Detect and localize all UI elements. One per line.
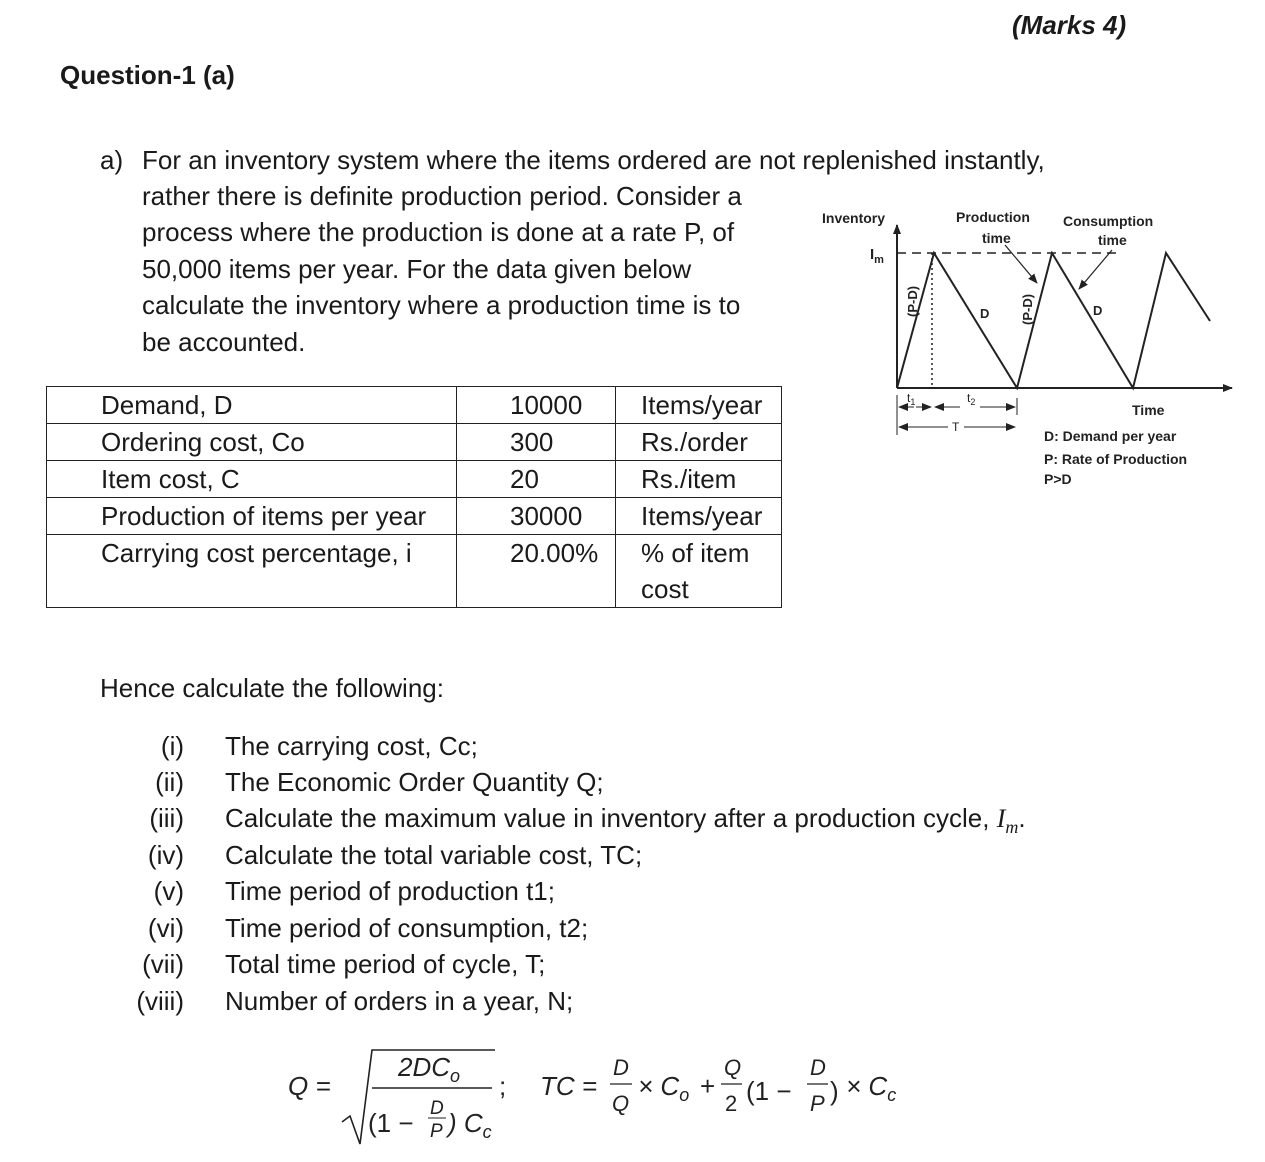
inventory-sawtooth (897, 253, 1210, 388)
task-text: Time period of consumption, t2; (225, 913, 589, 943)
part-label: a) (100, 145, 124, 175)
task-number: (vi) (147, 913, 184, 943)
slope-pd-label: (P-D) (1020, 293, 1035, 325)
intro-line: calculate the inventory where a production time is to (142, 290, 741, 320)
task-number: (vii) (142, 949, 184, 979)
task-text: Number of orders in a year, N; (225, 986, 574, 1016)
table-cell: Rs./order (616, 424, 782, 461)
table-cell: 10000 (457, 387, 616, 424)
separator: ; (499, 1071, 507, 1101)
table-cell: Items/year (616, 387, 782, 424)
q-den-close: ) $C_c$ (448, 1108, 492, 1142)
table-cell: Demand, D (47, 387, 457, 424)
production-pointer (1005, 245, 1037, 283)
tc-times-co: × $C_o$ (638, 1071, 690, 1105)
t1-label: $t_1$ (907, 391, 916, 407)
task-text: The carrying cost, Cc; (225, 731, 478, 761)
intro-line: rather there is definite production period. Consider a (142, 181, 742, 211)
q-den-p: P (430, 1121, 443, 1142)
marks-label: (Marks 4) (1012, 10, 1127, 40)
im-end: . (1018, 803, 1026, 833)
tc-p: P (810, 1091, 825, 1116)
table-cell: 30000 (457, 498, 616, 535)
tasks-heading: Hence calculate the following: (100, 673, 444, 703)
q-numerator: $2DC_o$ (398, 1052, 461, 1086)
task-text: Calculate the maximum value in inventory after a production cycle, (225, 803, 997, 833)
table-cell: 20.00% (457, 535, 616, 608)
legend-line: D: Demand per year (1044, 428, 1177, 444)
question-title: Question-1 (a) (60, 60, 235, 90)
task-number: (v) (153, 876, 184, 906)
table-row (47, 461, 782, 498)
tc-d2: D (810, 1055, 826, 1080)
im-sub: m (874, 254, 884, 266)
intro-line: be accounted. (142, 327, 306, 357)
table-cell (616, 535, 782, 608)
task-text: Total time period of cycle, T; (225, 949, 546, 979)
task-number: (viii) (136, 986, 184, 1016)
task-text: The Economic Order Quantity Q; (225, 767, 604, 797)
tc-q: Q (612, 1091, 630, 1116)
unit-line: % of item (641, 538, 750, 568)
tc-plus: + (700, 1071, 716, 1101)
q-den-d: D (430, 1098, 444, 1119)
slope-d-label: D (1093, 303, 1103, 318)
tc-close: ) (830, 1076, 839, 1106)
table-cell: Carrying cost percentage, i (47, 535, 457, 608)
table-cell: 300 (457, 424, 616, 461)
tc-d: D (613, 1055, 629, 1080)
table-cell: Ordering cost, Co (47, 424, 457, 461)
tc-times-cc: × $C_c$ (846, 1071, 897, 1105)
consumption-time-label: Consumption (1063, 213, 1154, 229)
slope-d-label: D (980, 306, 990, 321)
inventory-diagram (800, 195, 1245, 495)
tc-q2: Q (724, 1055, 742, 1080)
unit-line: cost (641, 574, 689, 604)
table-cell: Rs./item (616, 461, 782, 498)
task-text: Calculate the total variable cost, TC; (225, 840, 643, 870)
tc-open: (1 − (746, 1076, 792, 1106)
table-row (47, 498, 782, 535)
im-label (870, 246, 884, 266)
t-total-label: T (952, 420, 960, 434)
table-row (47, 387, 782, 424)
intro-line: For an inventory system where the items ordered are not replenished instantly, (142, 145, 1045, 175)
tc-two: 2 (725, 1091, 738, 1116)
data-table (46, 386, 782, 608)
task-text-im (225, 803, 1026, 838)
tc-lhs: TC = (540, 1071, 598, 1101)
slope-pd-label: (P-D) (905, 285, 920, 317)
task-number: (i) (160, 731, 184, 761)
task-text: Time period of production t1; (225, 876, 555, 906)
table-cell: Production of items per year (47, 498, 457, 535)
consumption-time-label: time (1098, 232, 1127, 248)
task-number: (iii) (149, 803, 184, 833)
task-number: (ii) (155, 767, 184, 797)
table-row (47, 424, 782, 461)
production-time-label: time (982, 230, 1011, 246)
table-row (47, 535, 782, 608)
legend-line: P: Rate of Production (1044, 451, 1188, 467)
table-cell: Items/year (616, 498, 782, 535)
production-time-label: Production (956, 209, 1030, 225)
intro-line: 50,000 items per year. For the data given below (142, 254, 692, 284)
legend-line: P>D (1044, 471, 1072, 487)
formulas (280, 1040, 940, 1150)
im-text: I (870, 246, 875, 263)
task-number: (iv) (147, 840, 184, 870)
intro-line: process where the production is done at a rate P, of (142, 217, 735, 247)
table-cell: 20 (457, 461, 616, 498)
q-lhs: Q = (288, 1071, 331, 1101)
inventory-label: Inventory (822, 210, 886, 226)
q-den-open: (1 − (368, 1108, 414, 1138)
t2-label: $t_2$ (967, 391, 976, 407)
consumption-pointer (1079, 250, 1112, 289)
im-symbol: $I_m$ (996, 804, 1019, 838)
time-axis-label: Time (1132, 402, 1165, 418)
table-cell: Item cost, C (47, 461, 457, 498)
